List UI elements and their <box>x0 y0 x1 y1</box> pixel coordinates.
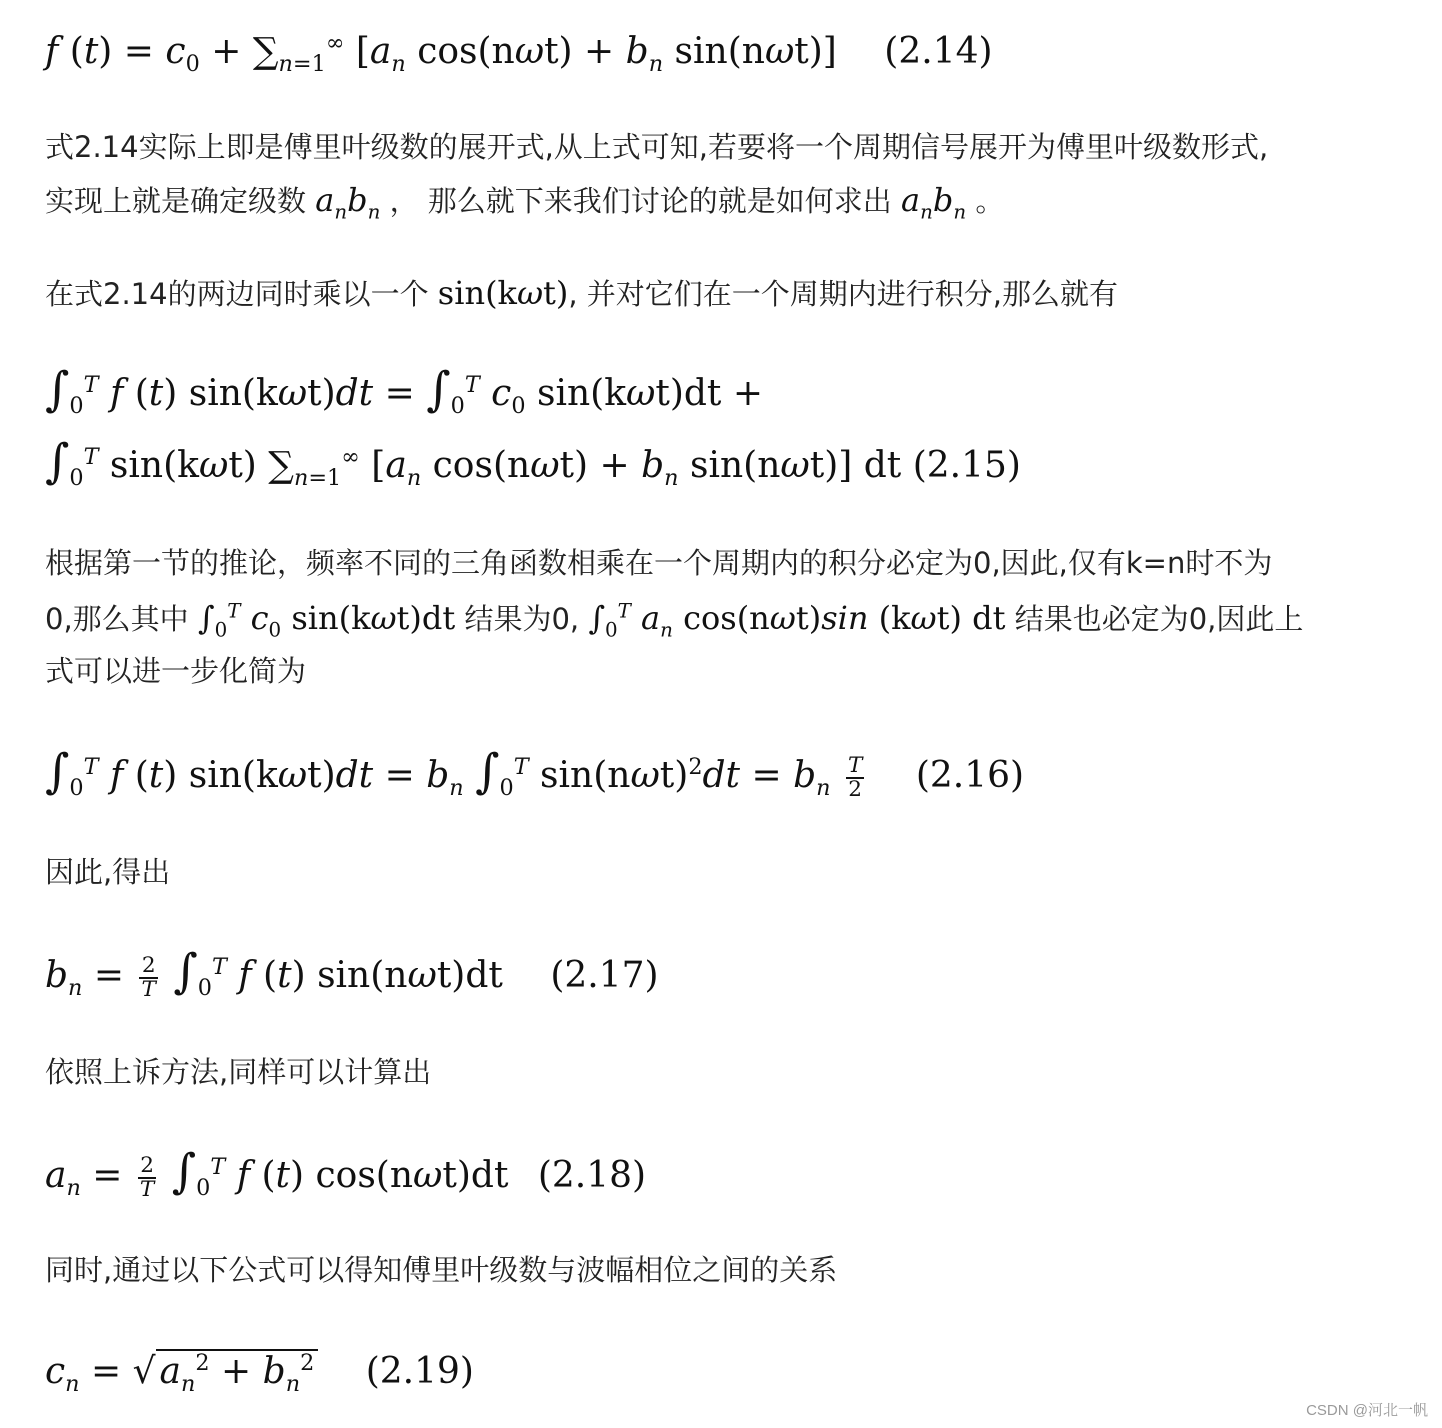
inline-math: sin(kωt) <box>437 274 569 312</box>
equation-2-17: $b_n$ = $\frac{2}{T}$ $\int_0^T$ f (t) sin(nωt)dt (2.17) <box>45 945 659 1002</box>
equation-number: (2.19) <box>365 1351 474 1392</box>
paragraph-text: 依照上诉方法,同样可以计算出 <box>45 1055 432 1089</box>
fraction: $\frac{2}{T}$ <box>139 1153 155 1202</box>
text-span: 在式2.14的两边同时乘以一个 <box>45 277 429 311</box>
equation-number: (2.18) <box>537 1155 647 1196</box>
paragraph-text: 根据第一节的推论，频率不同的三角函数相乘在一个周期内的积分必定为0,因此,仅有k=n时不为 <box>45 546 1273 580</box>
text-span: 。 <box>975 184 1005 218</box>
inline-math: $\int_0^T$ $a_n$ cos(nωt)sin (kωt) dt <box>588 599 1006 642</box>
equation-2-15-line2: $\int_0^T$ sin(kωt) $\sum_{n=1}^\infty$ [$a_n$ $\cos(n\omega t) + b_n$ sin(nωt)] dt (2.15) <box>45 435 1021 492</box>
text-span: 结果也必定为0,因此上 <box>1014 602 1304 636</box>
paragraph-text <box>45 273 1118 314</box>
text-span: 实现上就是确定级数 <box>45 184 307 218</box>
equation-number: (2.16) <box>915 755 1025 796</box>
paragraph-text: 式可以进一步化简为 <box>45 654 307 688</box>
text-span: 0,那么其中 <box>45 602 189 636</box>
inline-math: $\int_0^T$ $c_0$ sin(kωt)dt <box>197 599 456 642</box>
equation-2-18: $a_n$ = $\frac{2}{T}$ $\int_0^T$ f (t) cos(nωt)dt (2.18) <box>45 1145 647 1202</box>
equation-number: (2.17) <box>550 955 659 996</box>
equation-2-16: $\int_0^T$ f (t) $\sin(k\omega t)dt = b_n$ $\int_0^T$ $\sin(n\omega t)^2dt = b_n$ $\frac{T}{2}$ (2.16) <box>45 745 1025 802</box>
paragraph-text: 式2.14实际上即是傅里叶级数的展开式,从上式可知,若要将一个周期信号展开为傅里叶级数形式, <box>45 130 1269 164</box>
paragraph-text <box>45 180 1005 224</box>
paragraph-text: 同时,通过以下公式可以得知傅里叶级数与波幅相位之间的关系 <box>45 1253 838 1287</box>
equation-2-14: f $(t) = c_0 + \sum_{n=1}^\infty$ [$a_n$ $\cos(n\omega t) + b_n$ sin(nωt)] (2.14) <box>45 30 993 78</box>
inline-math: $a_nb_n$ <box>315 181 381 224</box>
paragraph-text <box>45 598 1304 642</box>
text-span: , 并对它们在一个周期内进行积分,那么就有 <box>568 277 1119 311</box>
fraction: $\frac{T}{2}$ <box>847 753 863 802</box>
paragraph-text: 因此,得出 <box>45 855 171 889</box>
text-span: ， 那么就下来我们讨论的就是如何求出 <box>389 184 892 218</box>
equation-2-19: $c_n$ = √ $a_n^2 + b_n^2$ (2.19) <box>45 1350 474 1398</box>
text-span: 结果为0, <box>464 602 580 636</box>
fraction: $\frac{2}{T}$ <box>141 953 156 1002</box>
watermark: CSDN @河北一帆 <box>1306 1402 1428 1419</box>
equation-number: (2.14) <box>884 31 993 72</box>
inline-math: $a_nb_n$ <box>901 181 967 224</box>
equation-number: (2.15) <box>912 445 1021 486</box>
square-root: $a_n^2 + b_n^2$ <box>156 1349 319 1392</box>
equation-2-15-line1: $\int_0^T$ f (t) $\sin(k\omega t)dt = \int_0^T$ $c_0$ sin(kωt)dt + <box>45 363 764 420</box>
